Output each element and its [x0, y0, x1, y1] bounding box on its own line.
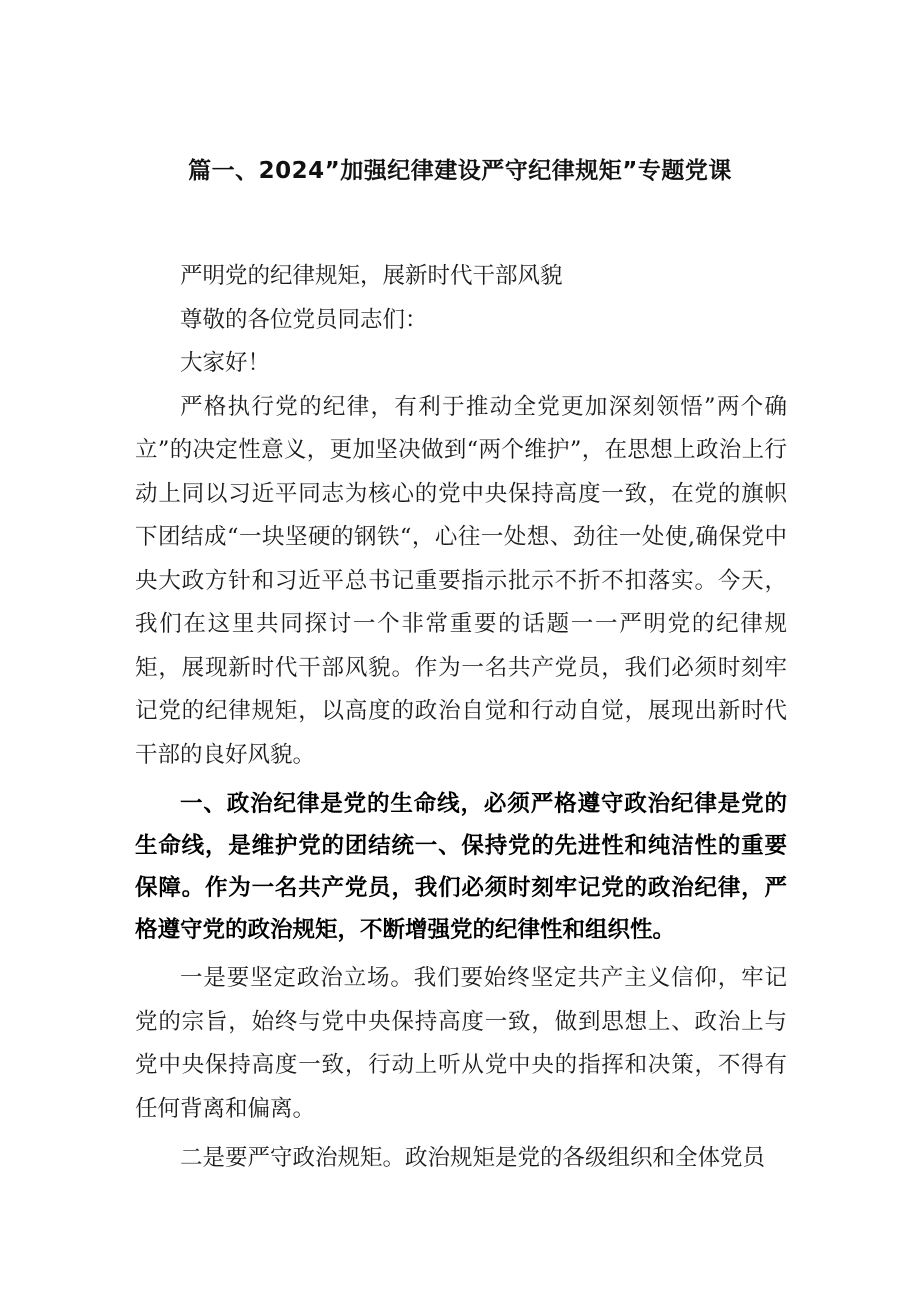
section-heading-1: 一、政治纪律是党的生命线，必须严格遵守政治纪律是党的生命线，是维护党的团结统一、保持党的先进性和纯洁性的重要保障。作为一名共产党员，我们必须时刻牢记党的政治纪律，严格遵守党的政治规矩，不断增强党的纪律性和组织性。	[135, 791, 787, 943]
point-paragraph-1: 一是要坚定政治立场。我们要始终坚定共产主义信仰，牢记党的宗旨，始终与党中央保持高度一致，做到思想上、政治上与党中央保持高度一致，行动上听从党中央的指挥和决策，不得有任何背离和偏离。	[135, 965, 787, 1122]
intro-paragraph: 严格执行党的纪律，有利于推动全党更加深刻领悟”两个确立”的决定性意义，更加坚决做到“两个维护”，在思想上政治上行动上同以习近平同志为核心的党中央保持高度一致，在党的旗帜下团结成“一块坚硬的钢铁“，心往一处想、劲往一处使,确保党中央大政方针和习近平总书记重要指示批示不折不扣落实。今天，我们在这里共同探讨一个非常重要的话题一一严明党的纪律规矩，展现新时代干部风貌。作为一名共产党员，我们必须时刻牢记党的纪律规矩，以高度的政治自觉和行动自觉，展现出新时代干部的良好风貌。	[135, 393, 787, 768]
document-title: 篇一、2024”加强纪律建设严守纪律规矩”专题党课	[188, 158, 732, 184]
point-paragraph-2: 二是要严守政治规矩。政治规矩是党的各级组织和全体党员	[180, 1145, 766, 1171]
speech-title: 严明党的纪律规矩，展新时代干部风貌	[180, 263, 563, 289]
document-body	[135, 255, 787, 1181]
salutation: 尊敬的各位党员同志们：	[180, 306, 428, 333]
greeting: 大家好！	[180, 350, 271, 376]
